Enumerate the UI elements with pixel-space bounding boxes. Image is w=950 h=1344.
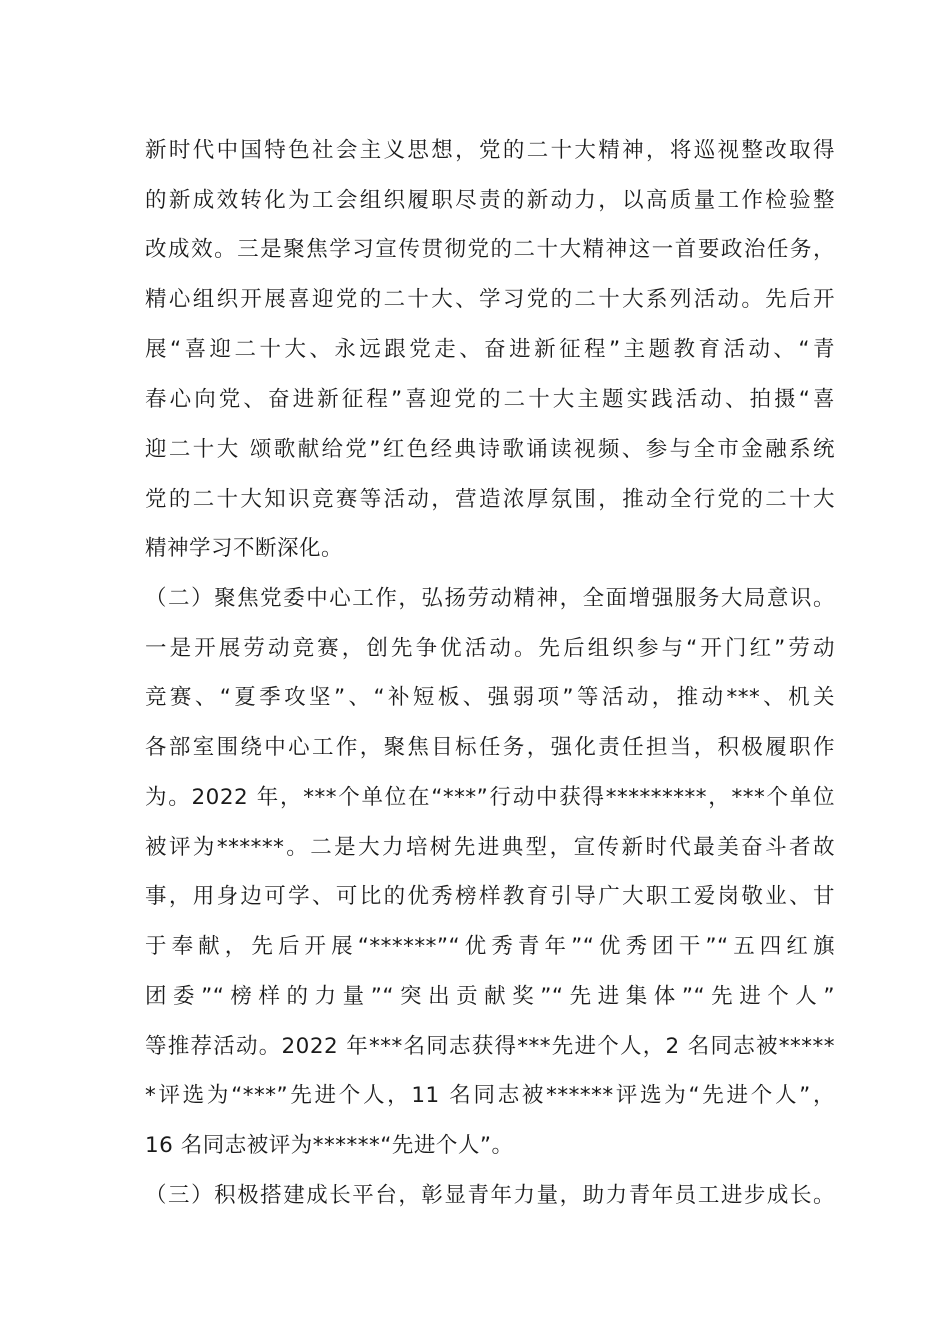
section-heading: （二）聚焦党委中心工作，弘扬劳动精神，全面增强服务大局意识。: [145, 586, 835, 611]
text-line: 团委”“榜样的力量”“突出贡献奖”“先进集体”“先进个人”: [145, 984, 835, 1009]
text-line: 一是开展劳动竞赛，创先争优活动。先后组织参与“开门红”劳动: [145, 636, 835, 661]
text-line: 各部室围绕中心工作，聚焦目标任务，强化责任担当，积极履职作: [145, 735, 835, 760]
text-line: 改成效。三是聚焦学习宣传贯彻党的二十大精神这一首要政治任务，: [145, 237, 835, 262]
text-line: 迎二十大 颂歌献给党”红色经典诗歌诵读视频、参与全市金融系统: [145, 437, 835, 462]
text-line: 的新成效转化为工会组织履职尽责的新动力，以高质量工作检验整: [145, 188, 835, 213]
text-line: 精心组织开展喜迎党的二十大、学习党的二十大系列活动。先后开: [145, 287, 835, 312]
text-line: *评选为“***”先进个人，11 名同志被******评选为“先进个人”，: [145, 1083, 835, 1108]
text-line: 事，用身边可学、可比的优秀榜样教育引导广大职工爱岗敬业、甘: [145, 884, 835, 909]
text-line: 为。2022 年，***个单位在“***”行动中获得*********，***个单位: [145, 785, 835, 810]
text-line: 党的二十大知识竞赛等活动，营造浓厚氛围，推动全行党的二十大: [145, 487, 835, 512]
text-line: 春心向党、奋进新征程”喜迎党的二十大主题实践活动、拍摄“喜: [145, 387, 835, 412]
section-heading: （三）积极搭建成长平台，彰显青年力量，助力青年员工进步成长。: [145, 1183, 835, 1208]
text-line: 展“喜迎二十大、永远跟党走、奋进新征程”主题教育活动、“青: [145, 337, 835, 362]
text-line: 16 名同志被评为******“先进个人”。: [145, 1133, 514, 1158]
text-line: 于奉献，先后开展“******”“优秀青年”“优秀团干”“五四红旗: [145, 934, 835, 959]
text-line: 新时代中国特色社会主义思想，党的二十大精神，将巡视整改取得: [145, 138, 835, 163]
text-line: 被评为******。二是大力培树先进典型，宣传新时代最美奋斗者故: [145, 835, 835, 860]
text-line: 竞赛、“夏季攻坚”、“补短板、强弱项”等活动，推动***、机关: [145, 685, 835, 710]
text-line: 等推荐活动。2022 年***名同志获得***先进个人，2 名同志被*****: [145, 1034, 835, 1059]
text-line: 精神学习不断深化。: [145, 536, 344, 561]
